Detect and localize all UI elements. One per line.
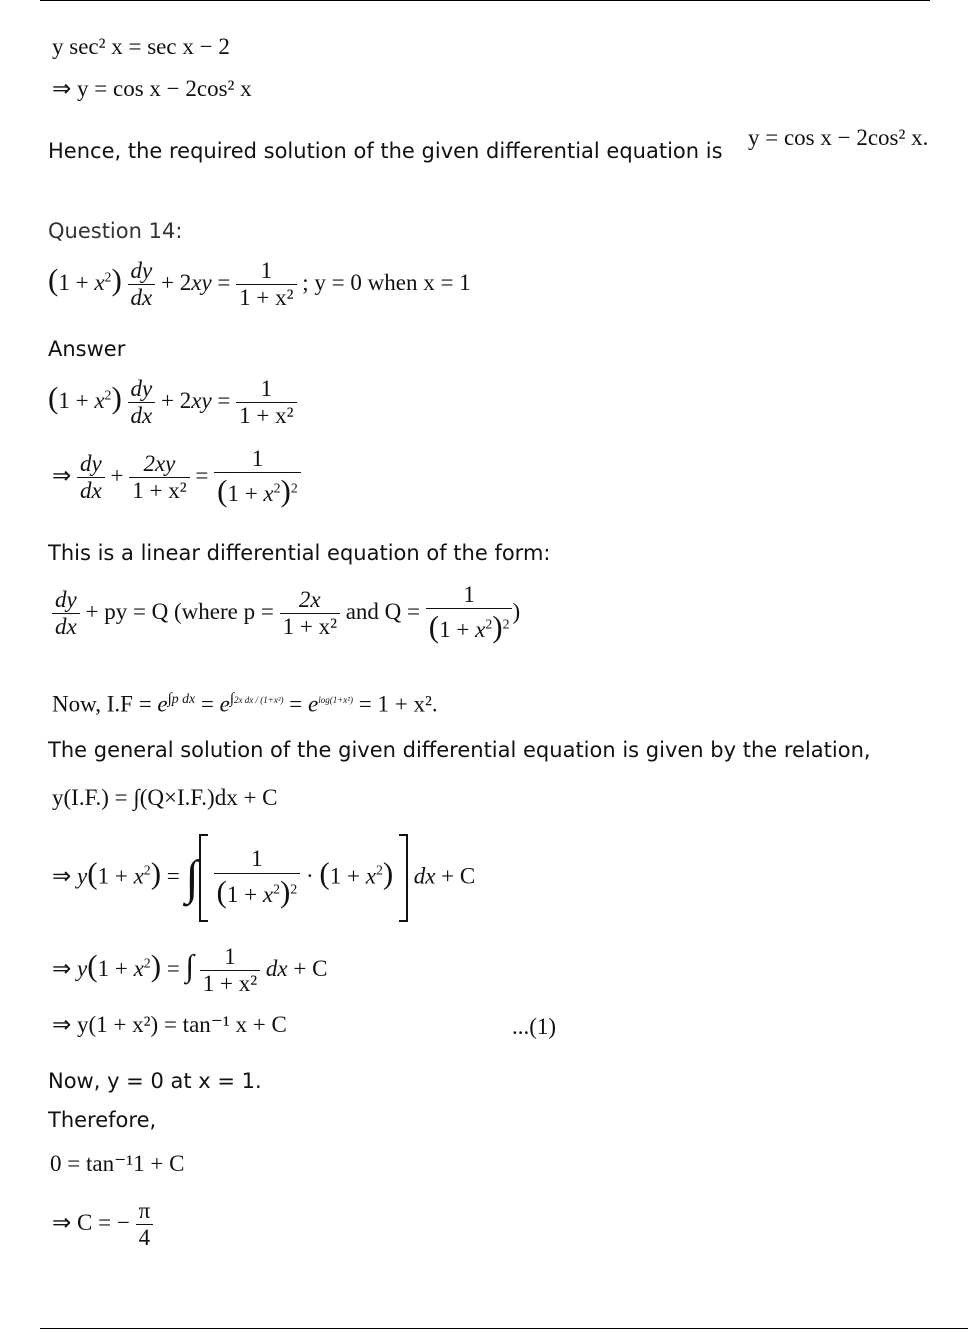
c-equation xyxy=(52,1198,153,1252)
zero-equation: 0 = tan⁻¹1 + C xyxy=(50,1151,185,1176)
lf-dx: dx xyxy=(55,614,77,640)
lf-num: 1 xyxy=(426,582,513,609)
if-label: Now, I.F xyxy=(52,691,133,717)
a1-den: 1 + x² xyxy=(239,403,294,429)
a1-dy: dy xyxy=(128,376,156,403)
q-condition: ; y = 0 when x = 1 xyxy=(302,270,471,296)
top-rule xyxy=(40,0,930,1)
linear-form-text: This is a linear differential equation of the form: xyxy=(48,541,551,565)
a1-num: 1 xyxy=(236,376,296,403)
q-den: 1 + x² xyxy=(239,285,294,311)
a1-dx: dx xyxy=(130,403,153,429)
gs3-num: 1 xyxy=(200,944,260,971)
and-q: and Q = xyxy=(345,598,421,624)
hence-text: Hence, the required solution of the given differential equation is xyxy=(48,139,723,163)
gs-line-3: ⇒ $y(1 + x^2)$ = ∫ $\frac{1}{\text{1 + x²}}$ dx + C xyxy=(52,944,328,997)
question-equation: $(1 + x^2)$ $\frac{dy}{dx}$ + 2xy = $\frac{1}{\text{1 + x²}}$ ; y = 0 when x = 1 xyxy=(48,258,471,311)
if-result: = 1 + x². xyxy=(358,691,438,717)
lf-den: 1 + x² xyxy=(282,614,337,640)
four-den: 4 xyxy=(138,1225,151,1251)
hence-equation: y = cos x − 2cos² x. xyxy=(748,125,929,150)
gs3-den: 1 + x² xyxy=(202,971,258,997)
a2-dy: dy xyxy=(77,451,105,478)
a2-2xy: 2xy xyxy=(129,451,189,478)
a2-dx: dx xyxy=(80,478,102,504)
equation-ref: ...(1) xyxy=(512,1014,557,1039)
q-dy: dy xyxy=(128,258,156,285)
where-p: + py = Q (where p = xyxy=(85,598,274,624)
gs-line-2: ⇒ $y(1 + x^2)$ = ∫ $\frac{1}{(1 + x^2)^2}$ · $(1 + x^2)$ dx + C xyxy=(52,834,475,922)
lf-2x: 2x xyxy=(280,587,340,614)
therefore-text: Therefore, xyxy=(48,1108,157,1132)
if-equation: Now, $I.F = e^{\int p dx} = e^{\int 2x dx / (1+x^2)} = e^{log(1+x^2)} = 1 + x^2$. xyxy=(52,690,438,717)
equation-line-1: y sec² x = sec x − 2 xyxy=(52,34,230,59)
q-num: 1 xyxy=(236,258,296,285)
pi-num: π xyxy=(136,1198,154,1225)
c-eq-text: ⇒ C = − xyxy=(52,1210,130,1236)
equation-line-2: ⇒ y = cos x − 2cos² x xyxy=(52,76,252,101)
a2-num: 1 xyxy=(214,446,301,473)
answer-equation-1: $(1 + x^2)$ $\frac{dy}{dx}$ + 2xy = $\frac{1}{\text{1 + x²}}$ xyxy=(48,376,297,430)
question-heading: Question 14: xyxy=(48,219,183,243)
gs2-num: 1 xyxy=(214,846,301,873)
now-y-text: Now, y = 0 at x = 1. xyxy=(48,1069,262,1093)
lf-dy: dy xyxy=(52,587,80,614)
gs-line-4: ⇒ y(1 + x²) = tan⁻¹ x + C xyxy=(52,1012,287,1037)
gs-line-1: y(I.F.) = ∫(Q×I.F.)dx + C xyxy=(52,785,278,810)
linear-form-equation: $\frac{dy}{dx}$ + py = Q (where p = $\frac{2x}{\text{1 + x²}}$ and Q = $\frac{1}{(1 + x^2)^2}$ ) xyxy=(52,582,520,645)
a2-den1: 1 + x² xyxy=(132,478,187,504)
answer-equation-2: ⇒ $\frac{dy}{dx}$ + $\frac{2xy}{\text{1 + x²}}$ = $\frac{1}{(1 + x^2)^2}$ xyxy=(52,446,301,509)
general-solution-text: The general solution of the given differential equation is given by the relation, xyxy=(48,738,871,762)
answer-label: Answer xyxy=(48,337,126,361)
q-dx: dx xyxy=(130,285,153,311)
bottom-rule xyxy=(40,1328,968,1329)
